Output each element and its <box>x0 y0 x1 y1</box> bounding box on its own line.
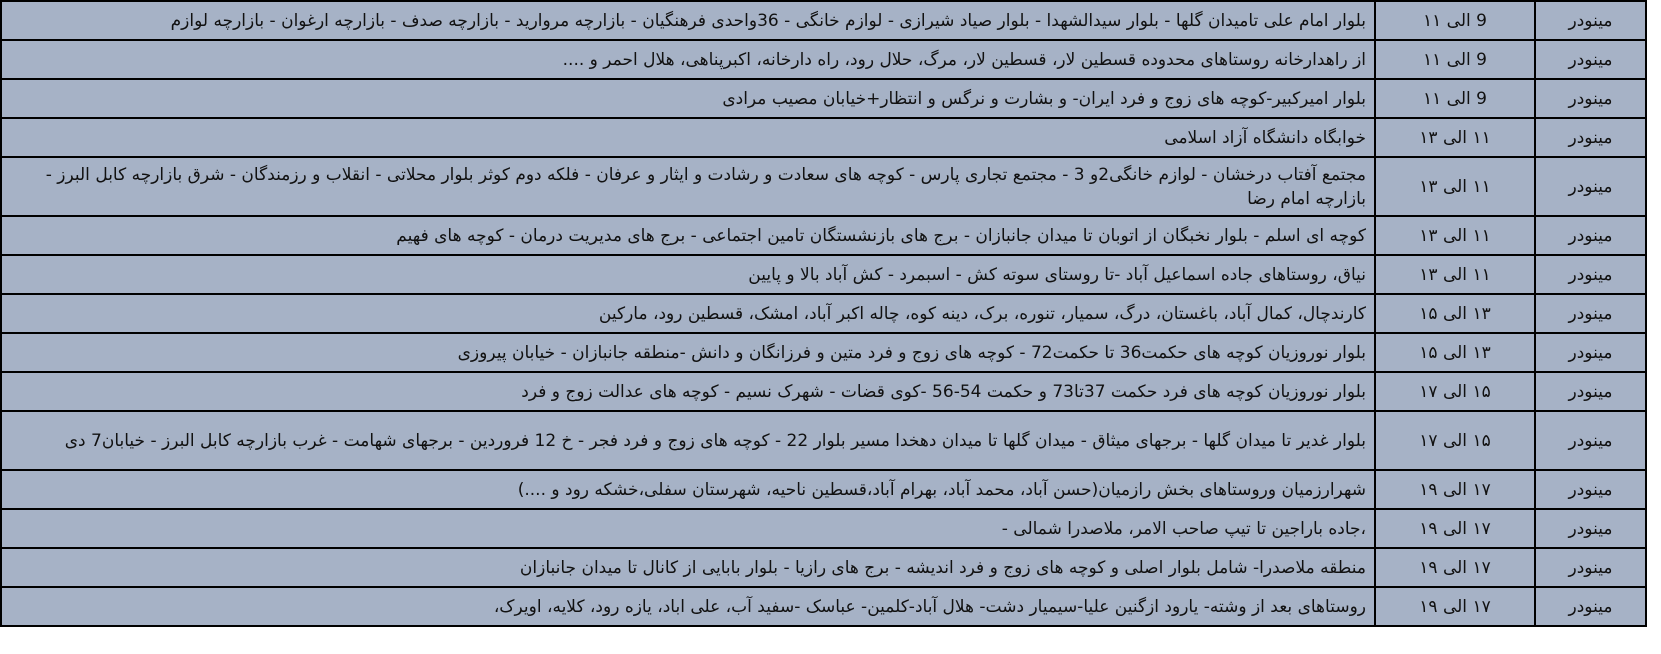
time-range-cell: 9 الی ۱۱ <box>1375 79 1535 118</box>
area-description-cell: بلوار امیرکبیر-کوچه های زوج و فرد ایران- و بشارت و نرگس و انتظار+خیابان مصیب مرادی <box>1 79 1375 118</box>
time-range-cell: 9 الی ۱۱ <box>1375 40 1535 79</box>
city-cell: مینودر <box>1535 372 1646 411</box>
time-range-cell: 9 الی ۱۱ <box>1375 1 1535 40</box>
table-row <box>1 157 1646 216</box>
table-row <box>1 509 1646 548</box>
time-range-cell: ۱۱ الی ۱۳ <box>1375 216 1535 255</box>
city-cell: مینودر <box>1535 333 1646 372</box>
city-cell: مینودر <box>1535 79 1646 118</box>
city-cell: مینودر <box>1535 255 1646 294</box>
city-cell: مینودر <box>1535 509 1646 548</box>
time-range-cell: ۱۳ الی ۱۵ <box>1375 294 1535 333</box>
table-row <box>1 255 1646 294</box>
time-range-cell: ۱۵ الی ۱۷ <box>1375 411 1535 470</box>
city-cell: مینودر <box>1535 470 1646 509</box>
city-cell: مینودر <box>1535 157 1646 216</box>
time-range-cell: ۱۵ الی ۱۷ <box>1375 372 1535 411</box>
time-range-cell: ۱۱ الی ۱۳ <box>1375 157 1535 216</box>
area-description-cell: مجتمع آفتاب درخشان - لوازم خانگی2و 3 - مجتمع تجاری پارس - کوچه های سعادت و رشادت و ایثار و عرفان - فلکه دوم کوثر بلوار محلاتی - انقلاب و رزمندگان - شرق بازارچه کابل البرز - بازارچه امام رضا <box>1 157 1375 216</box>
table-row <box>1 40 1646 79</box>
area-description-cell: ،جاده باراجین تا تیپ صاحب الامر، ملاصدرا شمالی - <box>1 509 1375 548</box>
city-cell: مینودر <box>1535 411 1646 470</box>
table-row <box>1 372 1646 411</box>
city-cell: مینودر <box>1535 40 1646 79</box>
area-description-cell: روستاهای بعد از وشته- یارود ازگنین علیا-سیمیار دشت- هلال آباد-کلمین- عباسک -سفید آب، علی اباد، یازه رود، کلایه، اویرک، <box>1 587 1375 626</box>
area-description-cell: بلوار غدیر تا میدان گلها - برجهای میثاق - میدان گلها تا میدان دهخدا مسیر بلوار 22 - کوچه های زوج و فرد فجر - خ 12 فروردین - برجهای شهامت - غرب بازارچه کابل البرز - خیابان7 دی <box>1 411 1375 470</box>
table-row <box>1 118 1646 157</box>
area-description-cell: کوچه ای اسلم - بلوار نخبگان از اتوبان تا میدان جانبازان - برج های بازنشستگان تامین اجتماعی - برج های مدیریت درمان - کوچه های فهیم <box>1 216 1375 255</box>
area-description-cell: شهرارزمیان وروستاهای بخش رازمیان(حسن آباد، محمد آباد، بهرام آباد،قسطین ناحیه، شهرستان سفلی،خشکه رود و ....) <box>1 470 1375 509</box>
city-cell: مینودر <box>1535 216 1646 255</box>
table-row <box>1 216 1646 255</box>
area-description-cell: کارندچال، کمال آباد، باغستان، درگ، سمیار، تنوره، برک، دینه کوه، چاله اکبر آباد، امشک، قسطین رود، مارکین <box>1 294 1375 333</box>
area-description-cell: منطقه ملاصدرا- شامل بلوار اصلی و کوچه های زوج و فرد اندیشه - برج های رازیا - بلوار بابایی از کانال تا میدان جانبازان <box>1 548 1375 587</box>
city-cell: مینودر <box>1535 548 1646 587</box>
table-row <box>1 294 1646 333</box>
table-row <box>1 333 1646 372</box>
area-description-cell: بلوار نوروزیان کوچه های فرد حکمت 37تا73 و حکمت 54-56 -کوی قضات - شهرک نسیم - کوچه های عدالت زوج و فرد <box>1 372 1375 411</box>
area-description-cell: خوابگاه دانشگاه آزاد اسلامی <box>1 118 1375 157</box>
table-row <box>1 548 1646 587</box>
table-row <box>1 411 1646 470</box>
time-range-cell: ۱۳ الی ۱۵ <box>1375 333 1535 372</box>
area-description-cell: از راهدارخانه روستاهای محدوده قسطین لار، قسطین لار، مرگ، حلال رود، راه دارخانه، اکبرپناهی، هلال احمر و .... <box>1 40 1375 79</box>
area-description-cell: بلوار امام علی تامیدان گلها - بلوار سیدالشهدا - بلوار صیاد شیرازی - لوازم خانگی - 36واحدی فرهنگیان - بازارچه مروارید - بازارچه صدف - بازارچه ارغوان - بازارچه لوازم <box>1 1 1375 40</box>
time-range-cell: ۱۷ الی ۱۹ <box>1375 548 1535 587</box>
table-row <box>1 79 1646 118</box>
time-range-cell: ۱۷ الی ۱۹ <box>1375 587 1535 626</box>
area-description-cell: نیاق، روستاهای جاده اسماعیل آباد -تا روستای سوته کش - اسبمرد - کش آباد بالا و پایین <box>1 255 1375 294</box>
city-cell: مینودر <box>1535 1 1646 40</box>
city-cell: مینودر <box>1535 587 1646 626</box>
table-row <box>1 587 1646 626</box>
city-cell: مینودر <box>1535 294 1646 333</box>
table-row <box>1 470 1646 509</box>
time-range-cell: ۱۱ الی ۱۳ <box>1375 118 1535 157</box>
city-cell: مینودر <box>1535 118 1646 157</box>
time-range-cell: ۱۷ الی ۱۹ <box>1375 470 1535 509</box>
table-row <box>1 1 1646 40</box>
time-range-cell: ۱۱ الی ۱۳ <box>1375 255 1535 294</box>
time-range-cell: ۱۷ الی ۱۹ <box>1375 509 1535 548</box>
area-description-cell: بلوار نوروزیان کوچه های حکمت36 تا حکمت72 - کوچه های زوج و فرد متین و فرزانگان و دانش -منطقه جانبازان - خیابان پیروزی <box>1 333 1375 372</box>
